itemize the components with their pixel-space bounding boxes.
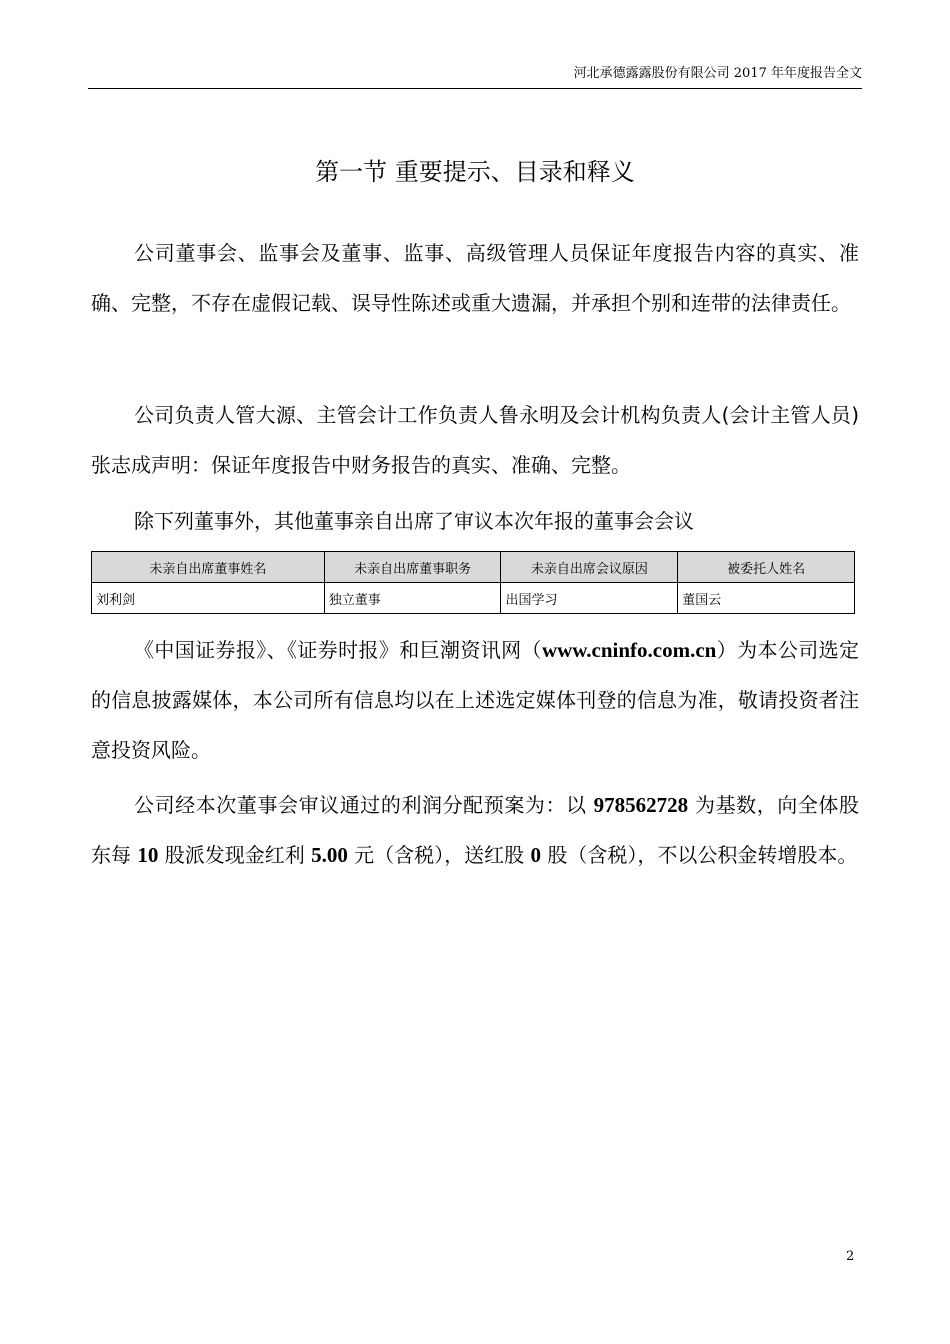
paragraph-financial-statement: 公司负责人管大源、主管会计工作负责人鲁永明及会计机构负责人(会计主管人员)张志成声明：保证年度报告中财务报告的真实、准确、完整。	[91, 403, 859, 477]
text-segment: 公司经本次董事会审议通过的利润分配预案为：以	[134, 793, 594, 817]
text-segment: 元（含税），送红股	[347, 843, 531, 867]
table-header-row	[92, 552, 855, 583]
table-cell-absence-reason: 出国学习	[501, 583, 678, 614]
text-segment: 股（含税），不以公积金转增股本。	[541, 843, 858, 867]
page-header	[88, 60, 862, 89]
text-segment: 《中国证券报》、《证券时报》和巨潮资讯网（	[134, 638, 542, 662]
table-cell-director-name: 刘利剑	[92, 583, 325, 614]
paragraph-profit-distribution	[91, 780, 859, 880]
table-cell-proxy-name: 董国云	[678, 583, 855, 614]
paragraph-absent-directors: 除下列董事外，其他董事亲自出席了审议本次年报的董事会会议	[134, 509, 694, 533]
table-header-cell: 未亲自出席董事姓名	[92, 552, 325, 583]
table-header-cell: 未亲自出席会议原因	[501, 552, 678, 583]
section-title: 第一节 重要提示、目录和释义	[315, 158, 635, 186]
paragraph-disclosure-media	[91, 625, 859, 775]
paragraph-responsibility: 公司董事会、监事会及董事、监事、高级管理人员保证年度报告内容的真实、准确、完整，不存在虚假记载、误导性陈述或重大遗漏，并承担个别和连带的法律责任。	[91, 241, 859, 315]
cninfo-url: www.cninfo.com.cn	[541, 638, 717, 662]
text-segment: 股派发现金红利	[158, 843, 312, 867]
text-segment: 为基数，向全体股东每	[91, 793, 860, 867]
header-text: 河北承德露露股份有限公司 2017 年年度报告全文	[573, 66, 862, 81]
table-header-cell: 未亲自出席董事职务	[324, 552, 501, 583]
dividend-amount: 5.00	[311, 843, 348, 867]
bonus-shares-number: 0	[530, 843, 542, 867]
table-header-cell: 被委托人姓名	[678, 552, 855, 583]
share-base-number: 978562728	[593, 793, 689, 817]
text-segment: ）为本公司选定的信息披露媒体，本公司所有信息均以在上述选定媒体刊登的信息为准，敬请投资者注意投资风险。	[91, 638, 860, 762]
per-shares-number: 10	[137, 843, 159, 867]
table-row	[92, 583, 855, 614]
absent-directors-table	[91, 551, 855, 614]
table-cell-director-title: 独立董事	[324, 583, 501, 614]
page-number: 2	[846, 1249, 855, 1264]
